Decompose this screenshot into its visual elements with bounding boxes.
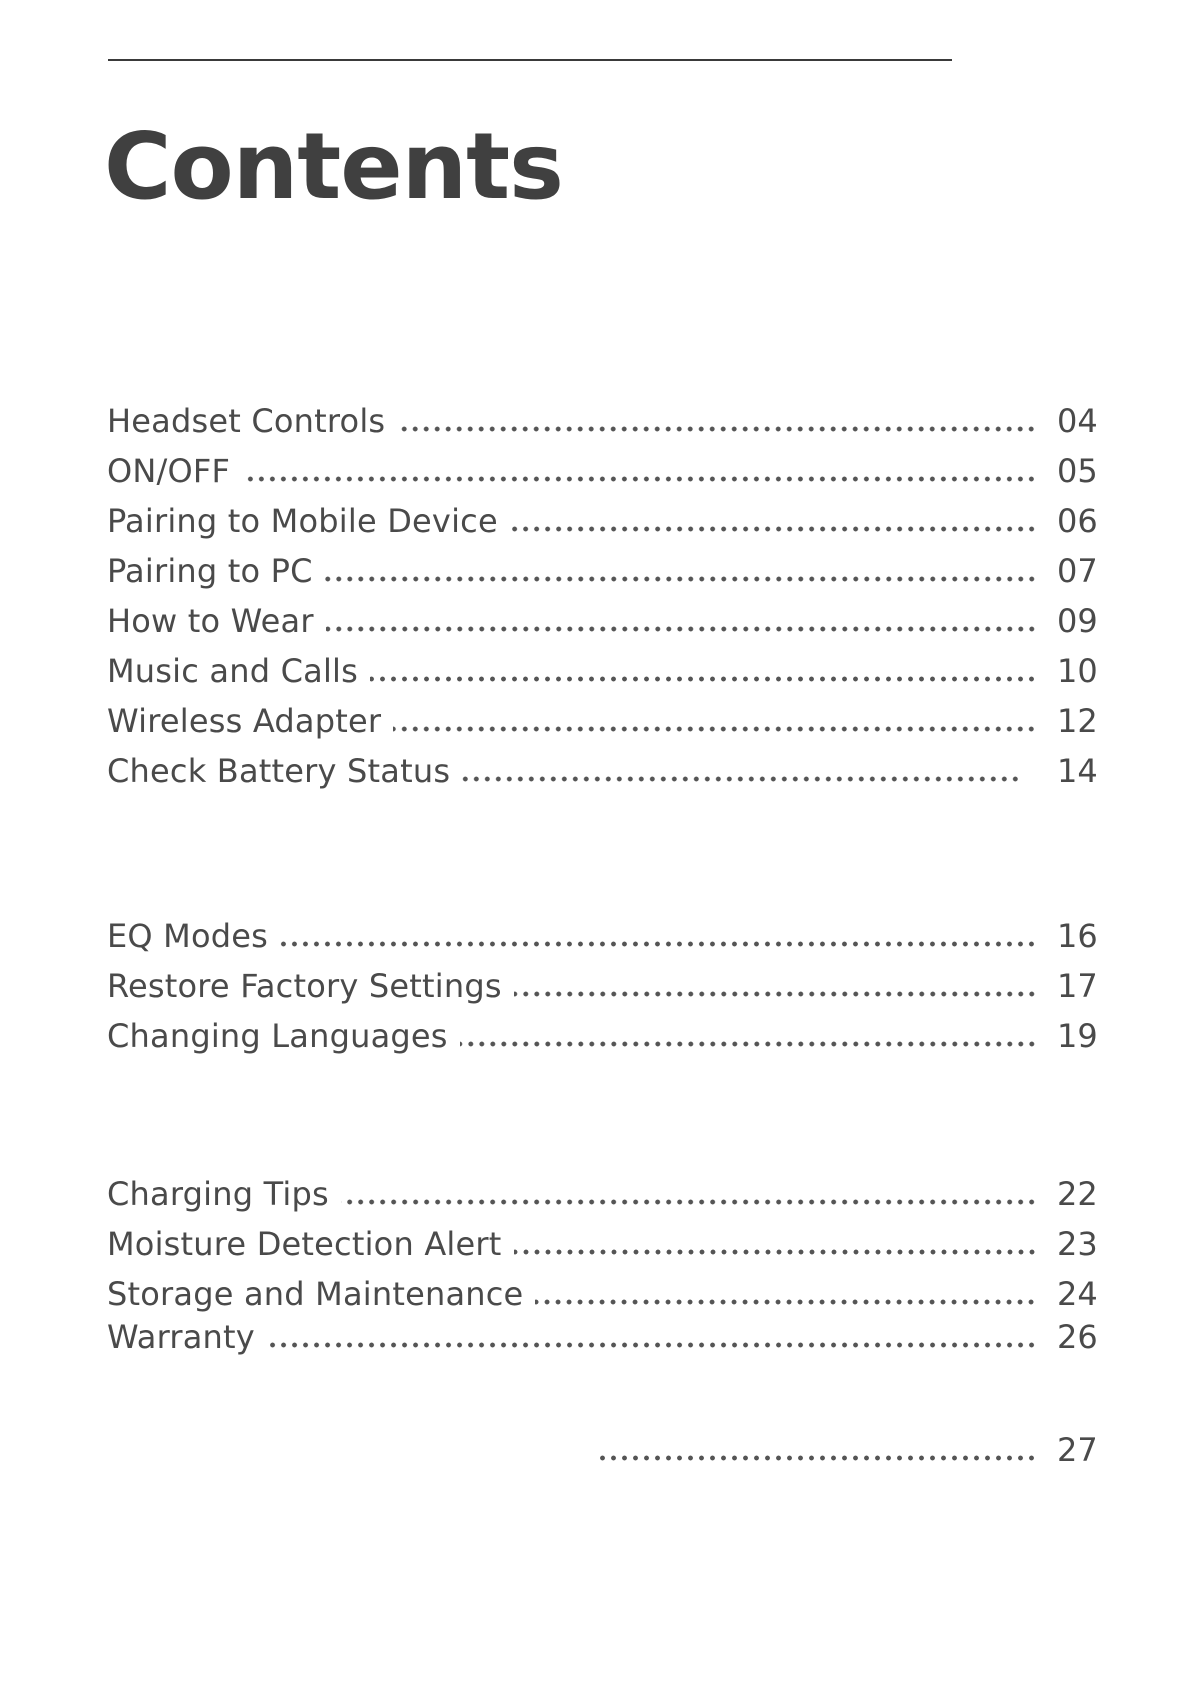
dot-leader bbox=[242, 476, 1037, 482]
dot-leader bbox=[397, 426, 1037, 432]
toc-entry-page: 19 bbox=[1057, 1017, 1098, 1055]
toc-entry-label: Restore Factory Settings bbox=[107, 967, 502, 1005]
toc-entry-page: 23 bbox=[1057, 1225, 1098, 1263]
toc-entry-page: 14 bbox=[1057, 752, 1098, 790]
toc-entry-label: EQ Modes bbox=[107, 917, 269, 955]
dot-leader bbox=[514, 1249, 1038, 1255]
toc-entry-unlabeled[interactable] bbox=[596, 1427, 1098, 1473]
toc-entry-page: 27 bbox=[1057, 1431, 1098, 1469]
toc-entry-on-off[interactable] bbox=[107, 448, 1098, 494]
toc-entry-battery-status[interactable] bbox=[107, 748, 1098, 794]
dot-leader bbox=[341, 1199, 1037, 1205]
toc-entry-page: 07 bbox=[1057, 552, 1098, 590]
dot-leader bbox=[326, 626, 1037, 632]
dot-leader bbox=[462, 776, 1021, 782]
dot-leader bbox=[267, 1342, 1037, 1348]
dot-leader bbox=[460, 1041, 1037, 1047]
toc-entry-label: How to Wear bbox=[107, 602, 314, 640]
toc-entry-page: 24 bbox=[1057, 1275, 1098, 1313]
toc-entry-eq-modes[interactable] bbox=[107, 913, 1098, 959]
toc-entry-label: Pairing to Mobile Device bbox=[107, 502, 498, 540]
dot-leader bbox=[510, 526, 1037, 532]
toc-entry-changing-languages[interactable] bbox=[107, 1013, 1098, 1059]
toc-entry-page: 17 bbox=[1057, 967, 1098, 1005]
toc-entry-label: Warranty bbox=[107, 1318, 255, 1356]
toc-entry-page: 04 bbox=[1057, 402, 1098, 440]
toc-entry-label: Headset Controls bbox=[107, 402, 386, 440]
dot-leader bbox=[596, 1455, 1037, 1461]
toc-entry-music-calls[interactable] bbox=[107, 648, 1098, 694]
toc-entry-page: 10 bbox=[1057, 652, 1098, 690]
dot-leader bbox=[514, 991, 1037, 997]
toc-entry-page: 06 bbox=[1057, 502, 1098, 540]
dot-leader bbox=[280, 941, 1037, 947]
toc-entry-label: Wireless Adapter bbox=[107, 702, 382, 740]
page-title: Contents bbox=[104, 113, 563, 220]
toc-entry-pairing-mobile[interactable] bbox=[107, 498, 1098, 544]
toc-entry-storage-maintenance[interactable] bbox=[107, 1271, 1098, 1317]
toc-entry-page: 12 bbox=[1057, 702, 1098, 740]
toc-entry-warranty[interactable] bbox=[107, 1314, 1098, 1360]
toc-entry-page: 09 bbox=[1057, 602, 1098, 640]
toc-entry-label: Pairing to PC bbox=[107, 552, 313, 590]
toc-entry-page: 05 bbox=[1057, 452, 1098, 490]
toc-entry-label: Charging Tips bbox=[107, 1175, 329, 1213]
toc-entry-label: Storage and Maintenance bbox=[107, 1275, 524, 1313]
toc-entry-label: Moisture Detection Alert bbox=[107, 1225, 502, 1263]
toc-entry-page: 16 bbox=[1057, 917, 1098, 955]
dot-leader bbox=[535, 1299, 1037, 1305]
toc-entry-page: 26 bbox=[1057, 1318, 1098, 1356]
toc-entry-restore-factory[interactable] bbox=[107, 963, 1098, 1009]
toc-entry-headset-controls[interactable] bbox=[107, 398, 1098, 444]
dot-leader bbox=[325, 576, 1037, 582]
dot-leader bbox=[370, 676, 1037, 682]
toc-entry-label: Changing Languages bbox=[107, 1017, 448, 1055]
toc-entry-label: Music and Calls bbox=[107, 652, 358, 690]
toc-entry-label: Check Battery Status bbox=[107, 752, 451, 790]
toc-entry-how-to-wear[interactable] bbox=[107, 598, 1098, 644]
toc-entry-page: 22 bbox=[1057, 1175, 1098, 1213]
toc-entry-wireless-adapter[interactable] bbox=[107, 698, 1098, 744]
toc-entry-label: ON/OFF bbox=[107, 452, 231, 490]
toc-entry-pairing-pc[interactable] bbox=[107, 548, 1098, 594]
toc-entry-moisture-detection[interactable] bbox=[107, 1221, 1098, 1267]
dot-leader bbox=[393, 726, 1037, 732]
top-divider bbox=[108, 59, 952, 61]
toc-entry-charging-tips[interactable] bbox=[107, 1171, 1098, 1217]
